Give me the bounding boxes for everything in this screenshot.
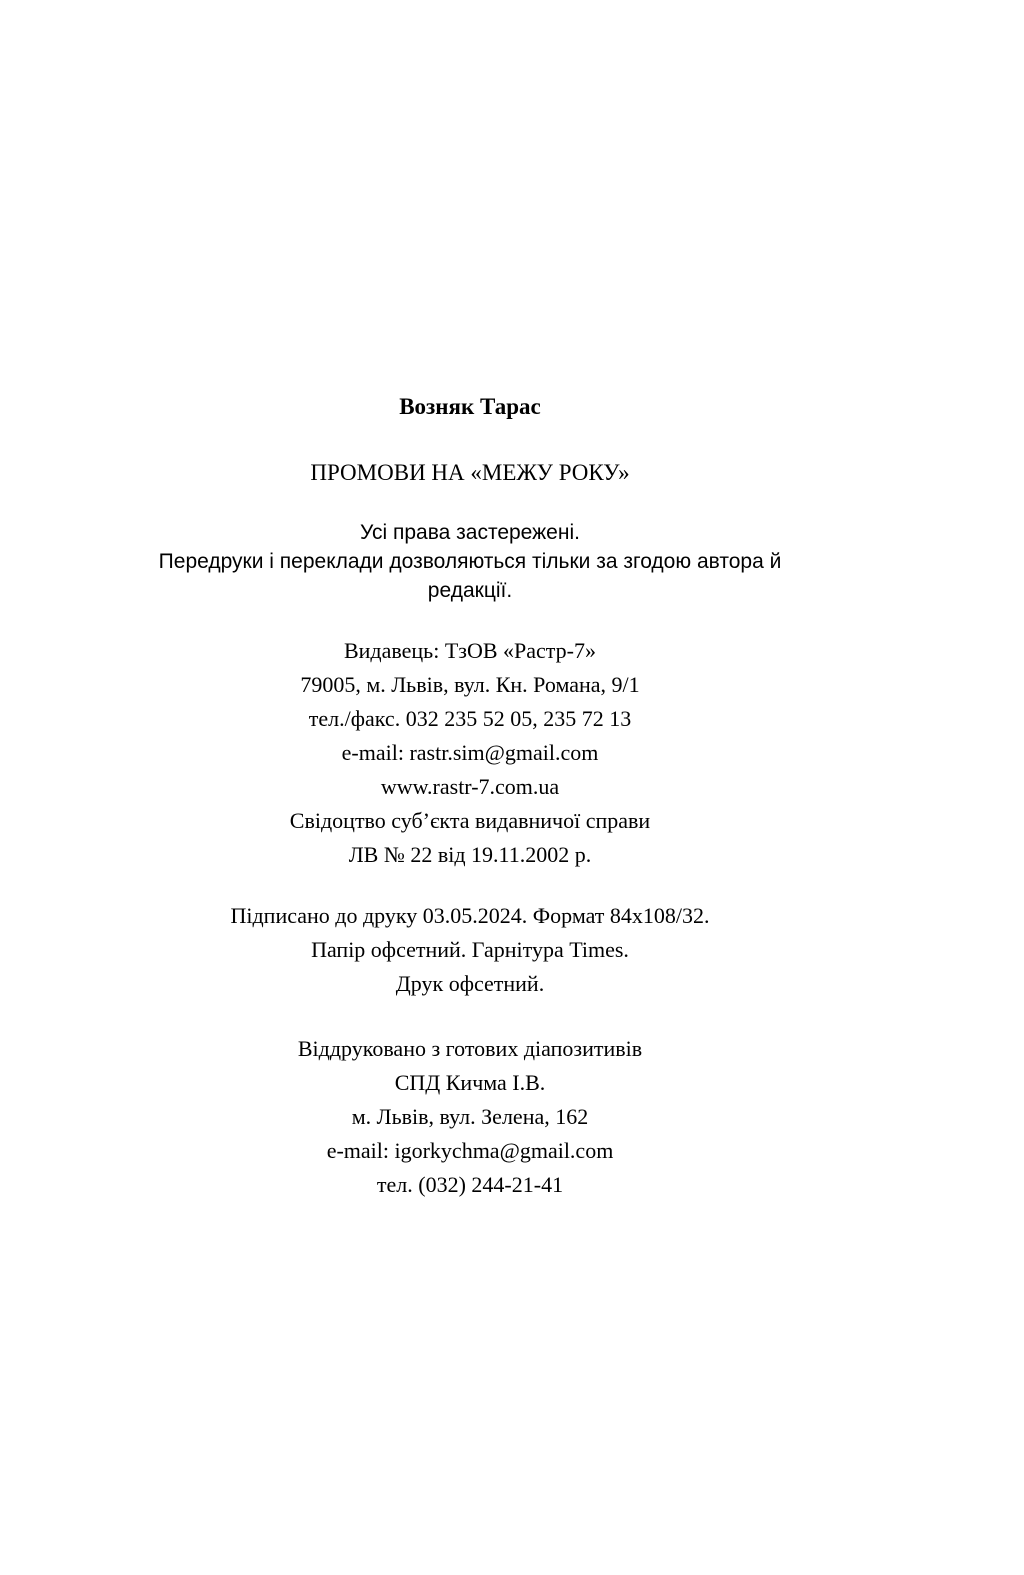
publisher-email: e-mail: rastr.sim@gmail.com xyxy=(341,740,599,765)
print-info-line: Папір офсетний. Гарнітура Times. xyxy=(311,937,629,962)
print-info-line: Підписано до друку 03.05.2024. Формат 84x108/32. xyxy=(230,903,710,928)
printer-phone: тел. (032) 244-21-41 xyxy=(376,1172,564,1197)
publisher-certificate-number: ЛВ № 22 від 19.11.2002 р. xyxy=(348,842,592,867)
author-block xyxy=(0,390,940,424)
rights-line: Усі права застережені. xyxy=(360,521,580,544)
rights-notice xyxy=(0,518,940,605)
publisher-address: 79005, м. Львів, вул. Кн. Романа, 9/1 xyxy=(300,672,640,697)
printer-email: e-mail: igorkychma@gmail.com xyxy=(326,1138,614,1163)
title-block xyxy=(0,456,940,490)
rights-line: редакції. xyxy=(427,579,513,602)
printer-line: Віддруковано з готових діапозитивів xyxy=(297,1036,643,1061)
publisher-info xyxy=(0,634,940,872)
publisher-website: www.rastr-7.com.ua xyxy=(380,774,560,799)
publisher-certificate: Свідоцтво суб’єкта видавничої справи xyxy=(289,808,651,833)
publisher-name: Видавець: ТзОВ «Растр-7» xyxy=(343,638,596,663)
printer-name: СПД Кичма І.В. xyxy=(394,1070,546,1095)
author-name: Возняк Тарас xyxy=(399,394,541,419)
print-info-line: Друк офсетний. xyxy=(395,971,545,996)
print-info xyxy=(0,899,940,1001)
publisher-phone: тел./факс. 032 235 52 05, 235 72 13 xyxy=(308,706,632,731)
rights-line: Передруки і переклади дозволяються тільки за згодою автора й xyxy=(158,550,782,573)
book-title: ПРОМОВИ НА «МЕЖУ РОКУ» xyxy=(310,460,630,485)
printer-address: м. Львів, вул. Зелена, 162 xyxy=(351,1104,589,1129)
printer-info xyxy=(0,1032,940,1202)
